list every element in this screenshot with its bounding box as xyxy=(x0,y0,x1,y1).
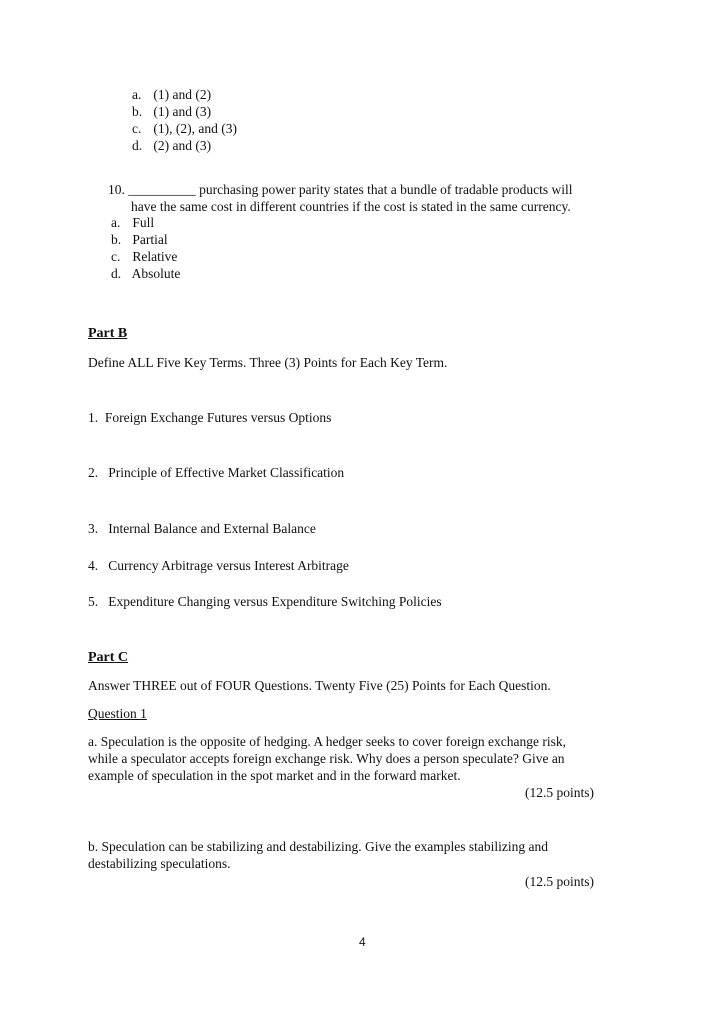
qa-line3: example of speculation in the spot market and in the forward market. xyxy=(88,768,461,783)
q10-text-line1: purchasing power parity states that a bundle of tradable products will xyxy=(195,182,573,197)
term-text: Expenditure Changing versus Expenditure Switching Policies xyxy=(108,594,442,609)
option-text: Full xyxy=(132,215,155,230)
qa-points: (12.5 points) xyxy=(525,785,594,800)
option-text: (1) and (2) xyxy=(153,87,212,102)
option-text: (1), (2), and (3) xyxy=(153,121,237,136)
option-letter: b. xyxy=(132,104,143,119)
list-item xyxy=(111,214,154,231)
list-item xyxy=(132,86,211,103)
option-letter: d. xyxy=(132,138,143,153)
list-item xyxy=(111,248,177,265)
list-item xyxy=(88,464,344,481)
term-text: Foreign Exchange Futures versus Options xyxy=(104,410,332,425)
list-item xyxy=(88,557,349,574)
qb-line2: destabilizing speculations. xyxy=(88,856,231,871)
term-number: 3. xyxy=(88,521,99,536)
page-number: 4 xyxy=(359,935,366,949)
qa-line2: while a speculator accepts foreign exchange risk. Why does a person speculate? Give an xyxy=(88,751,565,766)
term-number: 5. xyxy=(88,594,99,609)
term-number: 2. xyxy=(88,465,99,480)
q10-number: 10. xyxy=(108,182,125,197)
option-text: Partial xyxy=(132,232,168,247)
option-letter: c. xyxy=(132,121,142,136)
term-text: Internal Balance and External Balance xyxy=(108,521,316,536)
q10-line1 xyxy=(108,181,573,198)
part-b-heading: Part B xyxy=(88,326,128,341)
term-number: 4. xyxy=(88,558,99,573)
part-c-instructions: Answer THREE out of FOUR Questions. Twenty Five (25) Points for Each Question. xyxy=(88,678,551,693)
list-item xyxy=(88,593,442,610)
list-item xyxy=(132,137,211,154)
option-letter: a. xyxy=(132,87,142,102)
qa-line1: a. Speculation is the opposite of hedging. A hedger seeks to cover foreign exchange risk, xyxy=(88,734,566,749)
option-letter: b. xyxy=(111,232,122,247)
option-text: (2) and (3) xyxy=(153,138,212,153)
term-text: Principle of Effective Market Classification xyxy=(108,465,345,480)
option-letter: c. xyxy=(111,249,121,264)
term-text: Currency Arbitrage versus Interest Arbitrage xyxy=(108,558,349,573)
qb-points: (12.5 points) xyxy=(525,874,594,889)
option-letter: a. xyxy=(111,215,121,230)
option-letter: d. xyxy=(111,266,122,281)
question-title: Question 1 xyxy=(88,706,147,721)
part-b-instructions: Define ALL Five Key Terms. Three (3) Points for Each Key Term. xyxy=(88,355,448,370)
part-c-heading: Part C xyxy=(88,650,129,665)
list-item xyxy=(88,520,316,537)
q10-blank: __________ xyxy=(128,182,196,197)
term-number: 1. xyxy=(88,410,99,425)
list-item xyxy=(111,265,180,282)
list-item xyxy=(111,231,168,248)
list-item xyxy=(132,120,237,137)
option-text: Absolute xyxy=(131,266,181,281)
list-item xyxy=(132,103,211,120)
option-text: Relative xyxy=(132,249,178,264)
q10-text-line2: have the same cost in different countries if the cost is stated in the same currency. xyxy=(131,199,571,214)
option-text: (1) and (3) xyxy=(153,104,212,119)
qb-line1: b. Speculation can be stabilizing and destabilizing. Give the examples stabilizing and xyxy=(88,839,549,854)
list-item xyxy=(88,409,331,426)
